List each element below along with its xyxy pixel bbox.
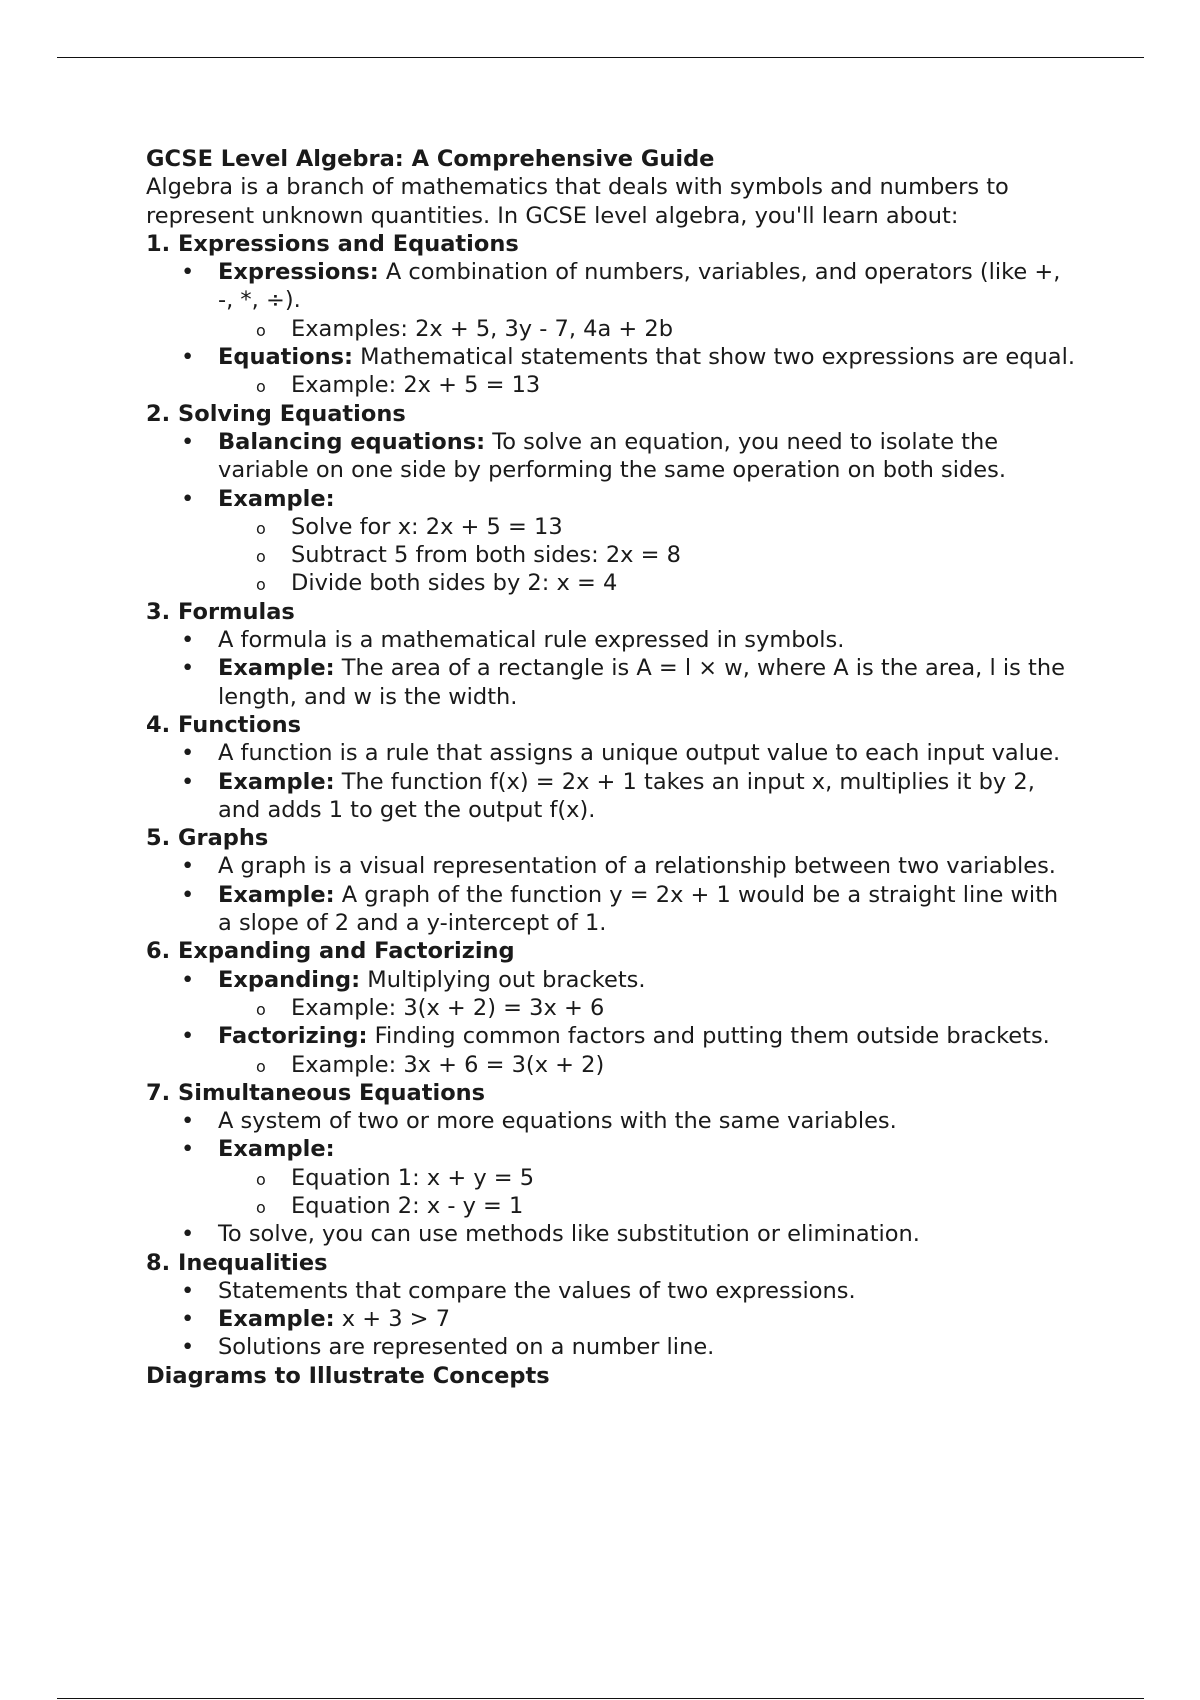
section-heading: 1. Expressions and Equations xyxy=(146,230,519,257)
bullet-item xyxy=(146,881,1076,938)
bullet-item xyxy=(146,1305,1076,1333)
sub-list xyxy=(218,513,1076,598)
bullet-label: Example: xyxy=(218,485,335,512)
bullet-item xyxy=(146,1220,1076,1248)
bullet-label: Example: xyxy=(218,1306,335,1333)
bullet-text: A combination of numbers, variables, and operators (like +, -, *, ÷). xyxy=(218,259,1068,314)
sections-container xyxy=(146,230,1076,1362)
header-rule xyxy=(57,57,1144,58)
bullet-item xyxy=(146,1135,1076,1220)
bullet-text: A graph of the function y = 2x + 1 would be a straight line with a slope of 2 and a y-intercept of 1. xyxy=(218,881,1066,937)
bullet-text: Statements that compare the values of two expressions. xyxy=(218,1277,856,1304)
bullet-item xyxy=(146,1107,1076,1135)
section xyxy=(146,598,1076,711)
bullet-item xyxy=(146,768,1076,825)
section-heading: 8. Inequalities xyxy=(146,1249,328,1276)
bullet-list xyxy=(146,852,1076,937)
sub-list xyxy=(218,994,1076,1022)
bullet-item xyxy=(146,852,1076,880)
bullet-text: A function is a rule that assigns a unique output value to each input value. xyxy=(218,740,1061,767)
bullet-list xyxy=(146,966,1076,1079)
bullet-label: Balancing equations: xyxy=(218,428,486,455)
bullet-label: Equations: xyxy=(218,344,354,371)
sub-item: o Equation 2: x - y = 1 xyxy=(146,1192,1076,1220)
sub-item: o Example: 3(x + 2) = 3x + 6 xyxy=(146,994,1076,1022)
document-title: GCSE Level Algebra: A Comprehensive Guide xyxy=(146,146,715,172)
sub-item: o Equation 1: x + y = 5 xyxy=(146,1164,1076,1192)
bullet-list xyxy=(146,626,1076,711)
bullet-item xyxy=(146,428,1076,485)
bullet-item xyxy=(146,258,1076,343)
sub-item: o Divide both sides by 2: x = 4 xyxy=(146,569,1076,597)
bullet-item xyxy=(146,626,1076,654)
bullet-label: Factorizing: xyxy=(218,1023,368,1050)
bullet-text: Finding common factors and putting them outside brackets. xyxy=(367,1023,1050,1050)
diagrams-heading: Diagrams to Illustrate Concepts xyxy=(146,1362,550,1389)
section-heading: 6. Expanding and Factorizing xyxy=(146,938,515,965)
bullet-list xyxy=(146,1277,1076,1362)
footer-rule xyxy=(57,1698,1144,1699)
bullet-label: Example: xyxy=(218,881,335,908)
intro-paragraph: Algebra is a branch of mathematics that deals with symbols and numbers to represent unknown quantities. In GCSE level algebra, you'll learn about: xyxy=(146,174,1009,229)
bullet-item xyxy=(146,1022,1076,1079)
section xyxy=(146,711,1076,824)
sub-item: o Solve for x: 2x + 5 = 13 xyxy=(146,513,1076,541)
bullet-text: A system of two or more equations with the same variables. xyxy=(218,1108,897,1135)
bullet-list xyxy=(146,739,1076,824)
bullet-text: The function f(x) = 2x + 1 takes an input x, multiplies it by 2, and adds 1 to get the output f(x). xyxy=(218,768,1043,823)
bullet-text: Solutions are represented on a number line. xyxy=(218,1334,715,1361)
bullet-item xyxy=(146,966,1076,1023)
sub-list xyxy=(218,315,1076,343)
bullet-text: Multiplying out brackets. xyxy=(360,966,646,993)
section xyxy=(146,1079,1076,1249)
bullet-label: Example: xyxy=(218,655,335,682)
section-heading: 7. Simultaneous Equations xyxy=(146,1079,486,1106)
bullet-label: Expressions: xyxy=(218,259,379,286)
sub-item: o Example: 2x + 5 = 13 xyxy=(146,371,1076,399)
section xyxy=(146,400,1076,598)
document-body xyxy=(146,145,1076,1390)
sub-list xyxy=(218,1051,1076,1079)
section-heading: 2. Solving Equations xyxy=(146,400,406,427)
bullet-text: Mathematical statements that show two expressions are equal. xyxy=(353,344,1075,371)
bullet-list xyxy=(146,258,1076,399)
bullet-text: A formula is a mathematical rule expressed in symbols. xyxy=(218,627,845,654)
sub-list xyxy=(218,371,1076,399)
bullet-list xyxy=(146,1107,1076,1248)
bullet-item xyxy=(146,1333,1076,1361)
sub-list xyxy=(218,1164,1076,1221)
bullet-list xyxy=(146,428,1076,598)
section xyxy=(146,1249,1076,1362)
bullet-label: Example: xyxy=(218,768,335,795)
section-heading: 4. Functions xyxy=(146,711,301,738)
sub-item: o Example: 3x + 6 = 3(x + 2) xyxy=(146,1051,1076,1079)
section xyxy=(146,937,1076,1078)
sub-item: o Subtract 5 from both sides: 2x = 8 xyxy=(146,541,1076,569)
section xyxy=(146,230,1076,400)
bullet-item xyxy=(146,654,1076,711)
bullet-text: x + 3 > 7 xyxy=(334,1306,451,1333)
sub-item: o Examples: 2x + 5, 3y - 7, 4a + 2b xyxy=(146,315,1076,343)
bullet-text: A graph is a visual representation of a relationship between two variables. xyxy=(218,853,1056,880)
bullet-text: To solve an equation, you need to isolate the variable on one side by performing the same operation on both sides. xyxy=(218,428,1007,484)
bullet-item xyxy=(146,1277,1076,1305)
section xyxy=(146,824,1076,937)
section-heading: 5. Graphs xyxy=(146,825,269,852)
bullet-item xyxy=(146,485,1076,598)
bullet-label: Example: xyxy=(218,1136,335,1163)
bullet-item xyxy=(146,343,1076,400)
section-heading: 3. Formulas xyxy=(146,598,295,625)
bullet-label: Expanding: xyxy=(218,966,361,993)
bullet-text: To solve, you can use methods like substitution or elimination. xyxy=(218,1221,920,1248)
bullet-text: The area of a rectangle is A = l × w, where A is the area, l is the length, and w is the width. xyxy=(218,655,1073,710)
bullet-item xyxy=(146,739,1076,767)
